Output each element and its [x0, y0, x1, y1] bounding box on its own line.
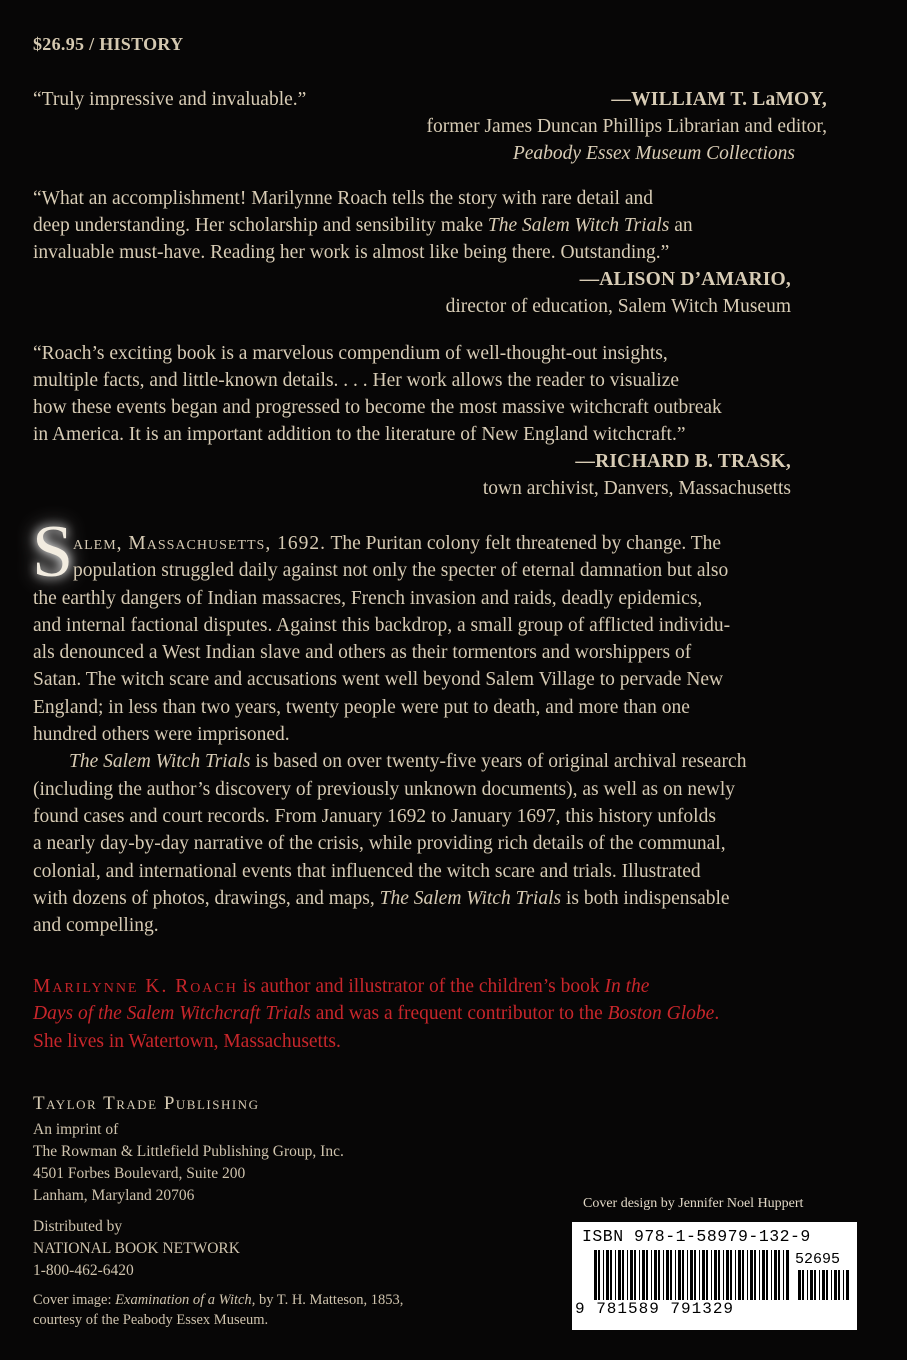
- quote-2-line: invaluable must-have. Reading her work is almost like being there. Outstanding.”: [33, 242, 670, 263]
- quote-1: [33, 86, 843, 167]
- barcode-bar: [630, 1250, 633, 1300]
- barcode-bar: [606, 1250, 609, 1300]
- barcode-bar: [735, 1250, 736, 1300]
- description-line: and internal factional disputes. Against this backdrop, a small group of afflicted individu-: [33, 614, 731, 636]
- description-line: England; in less than two years, twenty people were put to death, and more than one: [33, 696, 690, 718]
- description-line: Satan. The witch scare and accusations went well beyond Salem Village to pervade New: [33, 669, 724, 691]
- description-line: The Salem Witch Trials is based on over twenty-five years of original archival research: [69, 751, 747, 773]
- barcode-bar: [711, 1250, 712, 1300]
- barcode-bar: [738, 1250, 741, 1300]
- barcode-bar: [663, 1250, 664, 1300]
- description-line: alem, Massachusetts, 1692. The Puritan colony felt threatened by change. The: [73, 533, 722, 554]
- description-line: found cases and court records. From January 1692 to January 1697, this history unfolds: [33, 805, 716, 827]
- barcode-bar: [819, 1270, 820, 1300]
- price-barcode: [796, 1270, 852, 1322]
- publisher-address: An imprint of The Rowman & Littlefield Publishing Group, Inc. 4501 Forbes Boulevard, Suite 200 Lanham, Maryland 20706: [33, 1121, 344, 1204]
- quote-2-role: director of education, Salem Witch Museum: [445, 296, 791, 317]
- quote-2: [33, 185, 843, 320]
- barcode-bar: [814, 1270, 816, 1300]
- barcode-bar: [723, 1250, 724, 1300]
- barcode-bar: [687, 1250, 688, 1300]
- quote-3-line: in America. It is an important addition to the literature of New England witchcraft.”: [33, 424, 686, 445]
- description-line: a nearly day-by-day narrative of the crisis, while providing rich details of the communal,: [33, 833, 726, 855]
- barcode-bar: [778, 1250, 780, 1300]
- barcode-bar: [802, 1270, 804, 1300]
- quote-2-line: deep understanding. Her scholarship and sensibility make The Salem Witch Trials an: [33, 215, 693, 236]
- barcode-bar: [766, 1250, 768, 1300]
- description-lead: alem, Massachusetts, 1692.: [73, 533, 326, 554]
- description-line: and compelling.: [33, 915, 159, 937]
- isbn-barcode: [592, 1250, 790, 1300]
- barcode-bar: [822, 1270, 825, 1300]
- barcode-bar: [651, 1250, 652, 1300]
- description-line: population struggled daily against not only the specter of eternal damnation but also: [73, 560, 729, 582]
- quote-1-text: “Truly impressive and invaluable.”: [33, 89, 307, 110]
- barcode-bar: [639, 1250, 640, 1300]
- price-category: $26.95 / HISTORY: [33, 34, 184, 54]
- publisher-name: Taylor Trade Publishing: [33, 1093, 260, 1114]
- barcode-bar: [699, 1250, 700, 1300]
- barcode-bar: [690, 1250, 693, 1300]
- description-line: (including the author’s discovery of previously unknown documents), as well as on newly: [33, 778, 736, 800]
- author-bio: [33, 973, 848, 1055]
- barcode-bar: [615, 1250, 616, 1300]
- barcode-bar: [718, 1250, 720, 1300]
- barcode-bar: [838, 1270, 840, 1300]
- barcode-bar: [634, 1250, 636, 1300]
- quote-2-name: —ALISON D’AMARIO,: [579, 269, 791, 290]
- description-line: with dozens of photos, drawings, and maps, The Salem Witch Trials is both indispensable: [33, 887, 730, 909]
- barcode-bar: [774, 1250, 777, 1300]
- barcode-bar: [594, 1250, 597, 1300]
- barcode-bar: [846, 1270, 849, 1300]
- barcode-bar: [694, 1250, 696, 1300]
- barcode-bar: [642, 1250, 645, 1300]
- barcode-bar: [618, 1250, 621, 1300]
- description-line: colonial, and international events that influenced the witch scare and trials. Illustrated: [33, 860, 701, 882]
- quote-2-line: “What an accomplishment! Marilynne Roach tells the story with rare detail and: [33, 188, 654, 209]
- book-title: The Salem Witch Trials: [69, 751, 251, 773]
- barcode-bar: [771, 1250, 772, 1300]
- barcode-bar: [786, 1250, 789, 1300]
- barcode-bar: [730, 1250, 732, 1300]
- ean-number: 9 781589 791329: [575, 1300, 735, 1318]
- barcode-bar: [759, 1250, 760, 1300]
- author-bio-line: Marilynne K. Roach is author and illustrator of the children’s book In the: [33, 976, 650, 997]
- barcode-bar: [603, 1250, 604, 1300]
- barcode-bar: [750, 1250, 753, 1300]
- barcode-bar: [747, 1250, 748, 1300]
- quote-3-name: —RICHARD B. TRASK,: [575, 451, 791, 472]
- barcode-bar: [826, 1270, 828, 1300]
- book-title: The Salem Witch Trials: [379, 887, 562, 909]
- barcode-bar: [726, 1250, 729, 1300]
- author-name: Marilynne K. Roach: [33, 976, 238, 997]
- cover-image-credit: Cover image: Examination of a Witch, by T. H. Matteson, 1853, courtesy of the Peabody Essex Museum.: [33, 1292, 404, 1328]
- barcode-bar: [783, 1250, 784, 1300]
- quote-3-line: “Roach’s exciting book is a marvelous compendium of well-thought-out insights,: [33, 343, 668, 364]
- book-title: The Salem Witch Trials: [487, 215, 670, 236]
- barcode-bar: [598, 1250, 600, 1300]
- barcode-bar: [831, 1270, 832, 1300]
- quote-1-role: former James Duncan Phillips Librarian and editor,: [426, 116, 827, 137]
- barcode-bar: [678, 1250, 681, 1300]
- barcode-bar: [654, 1250, 657, 1300]
- barcode-bar: [702, 1250, 705, 1300]
- barcode-bar: [834, 1270, 837, 1300]
- barcode-bar: [714, 1250, 717, 1300]
- barcode-bar: [622, 1250, 624, 1300]
- barcode-bar: [627, 1250, 628, 1300]
- drop-cap: S: [32, 511, 74, 593]
- description-line: als denounced a West Indian slave and others as their tormentors and worshippers of: [33, 642, 692, 664]
- barcode-bar: [706, 1250, 708, 1300]
- barcode-bar: [646, 1250, 648, 1300]
- author-bio-line: Days of the Salem Witchcraft Trials and was a frequent contributor to the Boston Globe.: [33, 1003, 720, 1025]
- description-line: the earthly dangers of Indian massacres, French invasion and raids, deadly epidemics,: [33, 587, 703, 609]
- barcode-bar: [762, 1250, 765, 1300]
- isbn-label: ISBN 978-1-58979-132-9: [582, 1227, 811, 1246]
- barcode-bar: [742, 1250, 744, 1300]
- quote-3: [33, 340, 843, 502]
- barcode-bar: [610, 1250, 612, 1300]
- quote-1-name: —WILLIAM T. LaMOY,: [611, 89, 827, 110]
- author-bio-line: She lives in Watertown, Massachusetts.: [33, 1030, 341, 1052]
- description-line: hundred others were imprisoned.: [33, 724, 290, 746]
- quote-1-publication: Peabody Essex Museum Collections: [512, 143, 795, 164]
- barcode-bar: [754, 1250, 756, 1300]
- price-code: 52695: [795, 1251, 841, 1268]
- barcode-bar: [807, 1270, 808, 1300]
- barcode-bar: [658, 1250, 660, 1300]
- distributor: Distributed by NATIONAL BOOK NETWORK 1-800-462-6420: [33, 1218, 240, 1279]
- quote-3-line: multiple facts, and little-known details. . . . Her work allows the reader to visualize: [33, 370, 680, 391]
- cover-design-credit: Cover design by Jennifer Noel Huppert: [583, 1196, 804, 1211]
- barcode-bar: [666, 1250, 669, 1300]
- barcode-bar: [798, 1270, 801, 1300]
- barcode-bar: [670, 1250, 672, 1300]
- quote-3-line: how these events began and progressed to become the most massive witchcraft outbreak: [33, 397, 722, 418]
- book-description: [33, 530, 848, 939]
- barcode-bar: [675, 1250, 676, 1300]
- quote-3-role: town archivist, Danvers, Massachusetts: [482, 478, 791, 499]
- barcode-bar: [810, 1270, 813, 1300]
- barcode-bar: [682, 1250, 684, 1300]
- barcode-bar: [843, 1270, 844, 1300]
